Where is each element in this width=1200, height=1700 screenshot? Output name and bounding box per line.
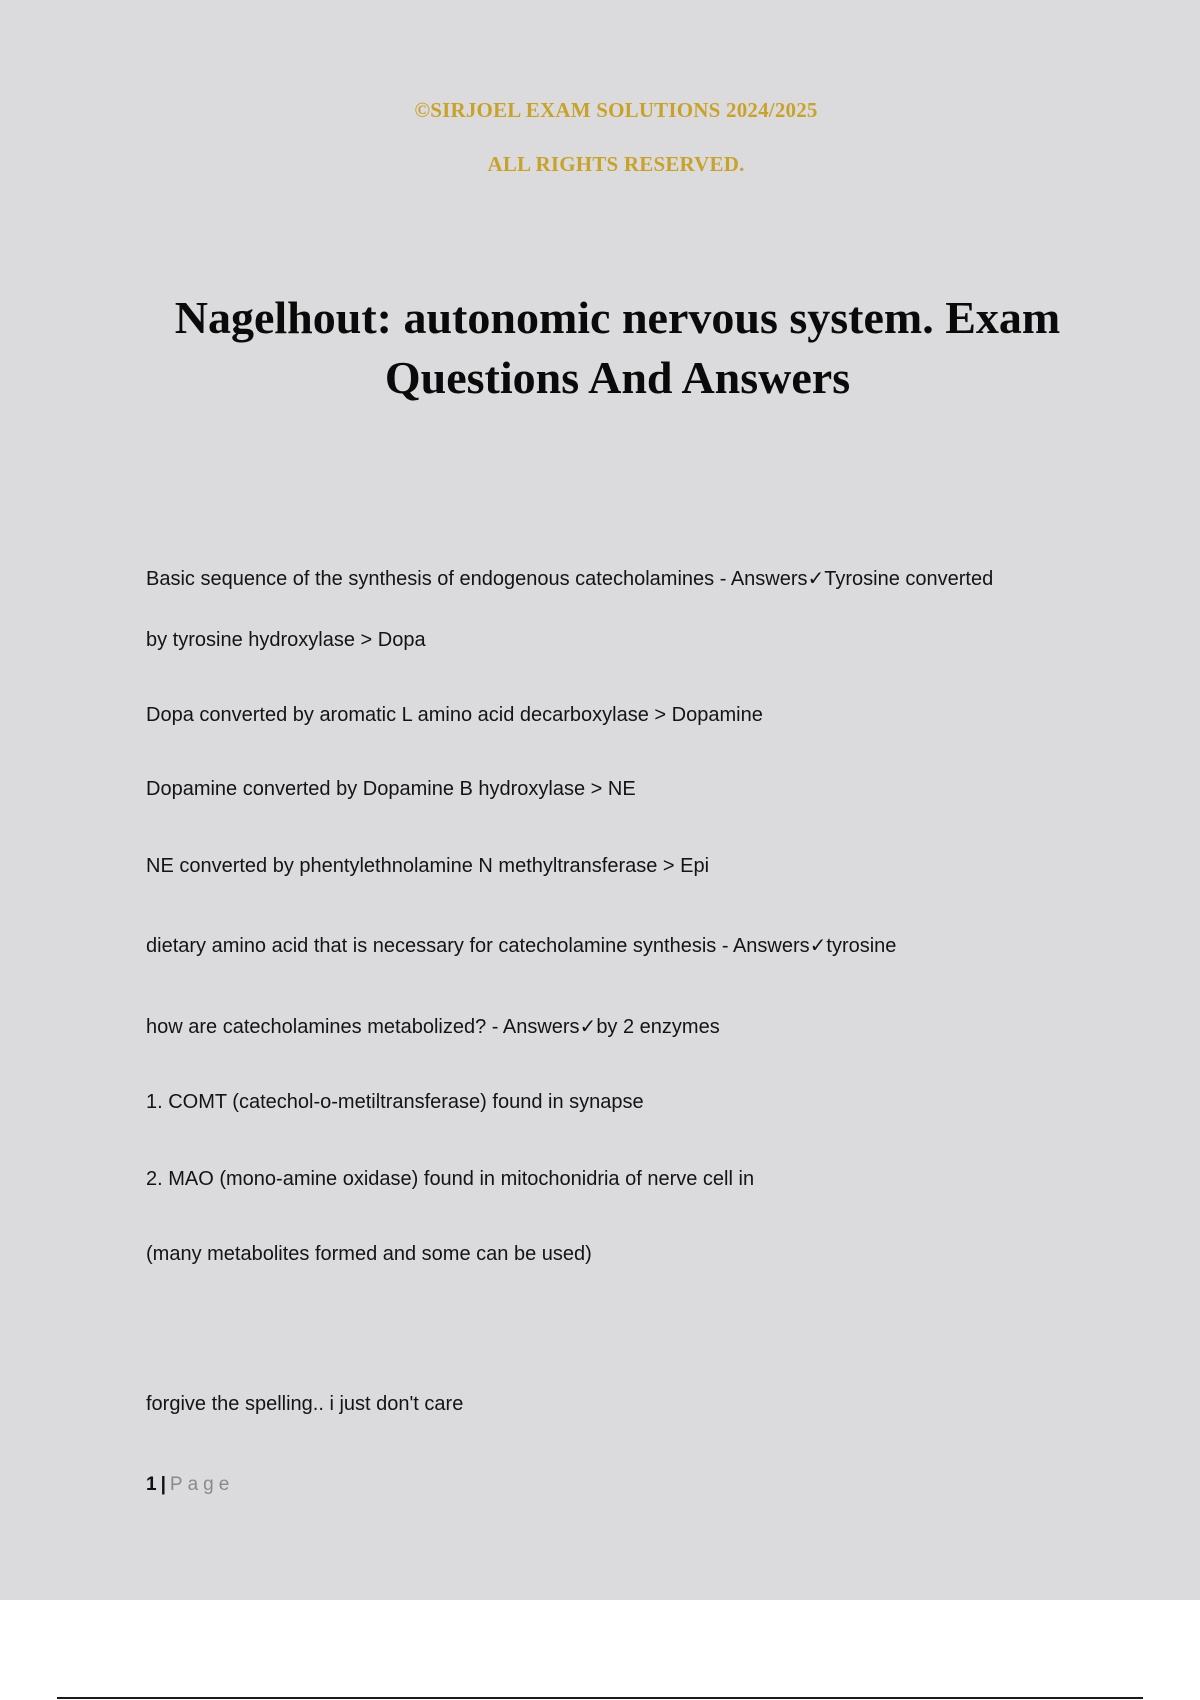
document-title: Nagelhout: autonomic nervous system. Exam Questions And Answers — [174, 292, 1061, 403]
text-line: by tyrosine hydroxylase > Dopa — [146, 629, 426, 651]
page-number: 1 — [146, 1474, 157, 1495]
text-line: Dopa converted by aromatic L amino acid decarboxylase > Dopamine — [146, 704, 763, 726]
rights-header: ALL RIGHTS RESERVED. — [487, 152, 745, 176]
text-line: 1. COMT (catechol-o-metiltransferase) found in synapse — [146, 1091, 644, 1113]
text-line: how are catecholamines metabolized? - Answers✓by 2 enzymes — [146, 1016, 720, 1038]
page-label: Page — [169, 1474, 235, 1495]
text-line: NE converted by phentylethnolamine N methyltransferase > Epi — [146, 855, 710, 877]
text-line: forgive the spelling.. i just don't care — [146, 1393, 464, 1415]
page-footer — [146, 1474, 234, 1496]
text-line: Basic sequence of the synthesis of endogenous catecholamines - Answers✓Tyrosine converted — [146, 568, 994, 590]
text-line: (many metabolites formed and some can be used) — [146, 1243, 592, 1265]
text-line: dietary amino acid that is necessary for catecholamine synthesis - Answers✓tyrosine — [146, 935, 897, 957]
copyright-header: ©SIRJOEL EXAM SOLUTIONS 2024/2025 — [414, 98, 818, 122]
text-line: Dopamine converted by Dopamine B hydroxylase > NE — [146, 778, 636, 800]
page-separator: | — [160, 1474, 166, 1495]
text-line: 2. MAO (mono-amine oxidase) found in mitochonidria of nerve cell in — [146, 1168, 755, 1190]
bottom-divider — [57, 1697, 1143, 1699]
